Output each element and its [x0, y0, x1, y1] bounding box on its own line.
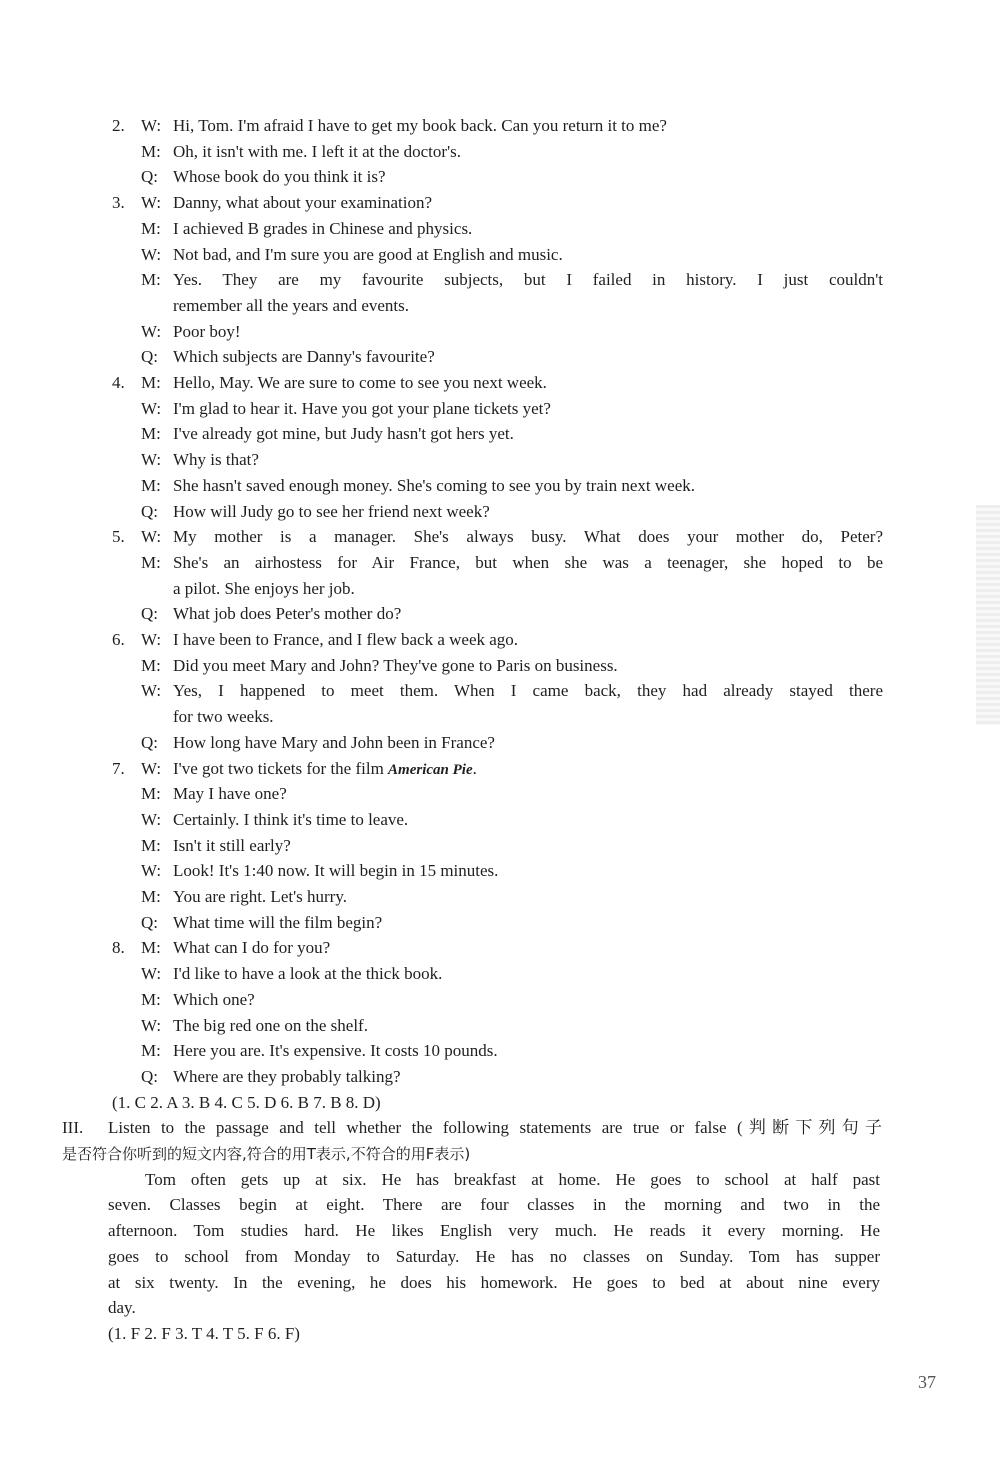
answer-key: (1. C 2. A 3. B 4. C 5. D 6. B 7. B 8. D) [112, 1092, 381, 1112]
speaker-label: Q: [141, 1066, 158, 1086]
speaker-label: Q: [141, 732, 158, 752]
section-number: III. [62, 1118, 84, 1138]
dialog-text: Whose book do you think it is? [173, 167, 386, 187]
passage-line: goes to school from Monday to Saturday. He has no classes on Sunday. Tom has supper [108, 1246, 880, 1266]
dialog-number: 5. [112, 527, 125, 547]
speaker-label: M: [141, 1041, 161, 1061]
speaker-label: Q: [141, 167, 158, 187]
dialog-text: Which one? [173, 989, 255, 1009]
dialog-text: Isn't it still early? [173, 835, 291, 855]
dialog-number: 8. [112, 938, 125, 958]
speaker-label: W: [141, 861, 162, 881]
speaker-label: W: [141, 321, 162, 341]
speaker-label: W: [141, 630, 162, 649]
dialog-text: Certainly. I think it's time to leave. [173, 809, 409, 829]
dialog-text: Why is that? [173, 450, 259, 470]
dialog-text: I've got two tickets for the film American Pie. [173, 758, 477, 778]
speaker-label: W: [141, 1015, 162, 1035]
passage-line: at six twenty. In the evening, he does his homework. He goes to bed at about nine every [108, 1272, 880, 1292]
speaker-label: W: [141, 193, 162, 213]
dialog-number: 3. [112, 193, 125, 213]
answer-key: (1. F 2. F 3. T 4. T 5. F 6. F) [108, 1323, 300, 1343]
speaker-label: M: [141, 218, 161, 238]
dialog-text: Yes, I happened to meet them. When I came back, they had already stayed there [173, 681, 883, 701]
speaker-label: M: [141, 270, 161, 290]
passage-line: afternoon. Tom studies hard. He likes English very much. He reads it every morning. He [108, 1221, 880, 1241]
speaker-label: M: [141, 475, 161, 495]
speaker-label: W: [141, 398, 162, 418]
dialog-number: 2. [112, 116, 125, 135]
dialog-text: Oh, it isn't with me. I left it at the doctor's. [173, 141, 461, 161]
dialog-text: Look! It's 1:40 now. It will begin in 15 minutes. [173, 861, 499, 881]
dialog-text: Yes. They are my favourite subjects, but I failed in history. I just couldn't [173, 270, 883, 290]
speaker-label: M: [141, 887, 161, 906]
speaker-label: W: [141, 809, 162, 829]
dialog-text: What job does Peter's mother do? [173, 604, 402, 624]
dialog-text: Not bad, and I'm sure you are good at English and music. [173, 244, 563, 264]
speaker-label: W: [141, 758, 162, 778]
dialog-text: remember all the years and events. [173, 295, 410, 315]
dialog-text: May I have one? [173, 784, 287, 804]
speaker-label: W: [141, 244, 162, 264]
speaker-label: W: [141, 964, 162, 984]
passage-line: Tom often gets up at six. He has breakfast at home. He goes to school at half past [145, 1169, 880, 1189]
dialog-text: a pilot. She enjoys her job. [173, 578, 355, 598]
dialog-text: I'd like to have a look at the thick book. [173, 964, 443, 984]
page-edge-shadow [976, 505, 1000, 725]
speaker-label: Q: [141, 912, 158, 932]
dialog-text: Hello, May. We are sure to come to see you next week. [173, 373, 547, 392]
dialog-number: 4. [112, 373, 125, 392]
speaker-label: M: [141, 141, 161, 161]
dialog-text: How will Judy go to see her friend next week? [173, 501, 490, 521]
speaker-label: M: [141, 989, 161, 1009]
dialog-text: Danny, what about your examination? [173, 193, 433, 213]
dialog-number: 6. [112, 630, 125, 649]
speaker-label: M: [141, 655, 161, 675]
speaker-label: W: [141, 527, 162, 547]
film-title: American Pie [388, 761, 473, 778]
speaker-label: M: [141, 938, 161, 958]
dialog-number: 7. [112, 758, 125, 778]
dialog-text: I'm glad to hear it. Have you got your plane tickets yet? [173, 398, 551, 418]
dialog-text: for two weeks. [173, 707, 274, 727]
dialog-text: What time will the film begin? [173, 912, 383, 932]
speaker-label: M: [141, 835, 161, 855]
speaker-label: W: [141, 450, 162, 470]
speaker-label: M: [141, 552, 161, 572]
passage-line: seven. Classes begin at eight. There are four classes in the morning and two in the [108, 1195, 880, 1215]
passage-line: day. [108, 1298, 136, 1318]
dialog-text: Here you are. It's expensive. It costs 10 pounds. [173, 1041, 498, 1061]
dialog-text: Did you meet Mary and John? They've gone to Paris on business. [173, 655, 618, 675]
dialog-text: My mother is a manager. She's always busy. What does your mother do, Peter? [173, 527, 883, 547]
dialog-text: How long have Mary and John been in France? [173, 732, 495, 752]
speaker-label: W: [141, 116, 162, 135]
dialog-text: I achieved B grades in Chinese and physics. [173, 218, 473, 238]
speaker-label: Q: [141, 604, 158, 624]
dialog-text: You are right. Let's hurry. [173, 887, 347, 906]
section-instruction: Listen to the passage and tell whether the following statements are true or false (判断下列句子 [108, 1118, 882, 1138]
dialog-text: Which subjects are Danny's favourite? [173, 347, 435, 367]
dialog-text: She's an airhostess for Air France, but when she was a teenager, she hoped to be [173, 552, 883, 572]
dialog-text: Where are they probably talking? [173, 1066, 401, 1086]
dialog-text: She hasn't saved enough money. She's coming to see you by train next week. [173, 475, 696, 495]
section-instruction-cn: 是否符合你听到的短文内容,符合的用T表示,不符合的用F表示) [62, 1145, 471, 1163]
page-number: 37 [918, 1372, 936, 1392]
speaker-label: W: [141, 681, 162, 701]
speaker-label: Q: [141, 347, 158, 367]
dialog-text: Hi, Tom. I'm afraid I have to get my book back. Can you return it to me? [173, 116, 667, 135]
speaker-label: Q: [141, 501, 158, 521]
dialog-text: Poor boy! [173, 321, 241, 341]
speaker-label: M: [141, 784, 161, 804]
speaker-label: M: [141, 424, 161, 444]
dialog-text: The big red one on the shelf. [173, 1015, 368, 1035]
dialog-text: I have been to France, and I flew back a week ago. [173, 630, 519, 649]
speaker-label: M: [141, 373, 161, 392]
dialog-text: I've already got mine, but Judy hasn't got hers yet. [173, 424, 514, 444]
dialog-text: What can I do for you? [173, 938, 331, 958]
